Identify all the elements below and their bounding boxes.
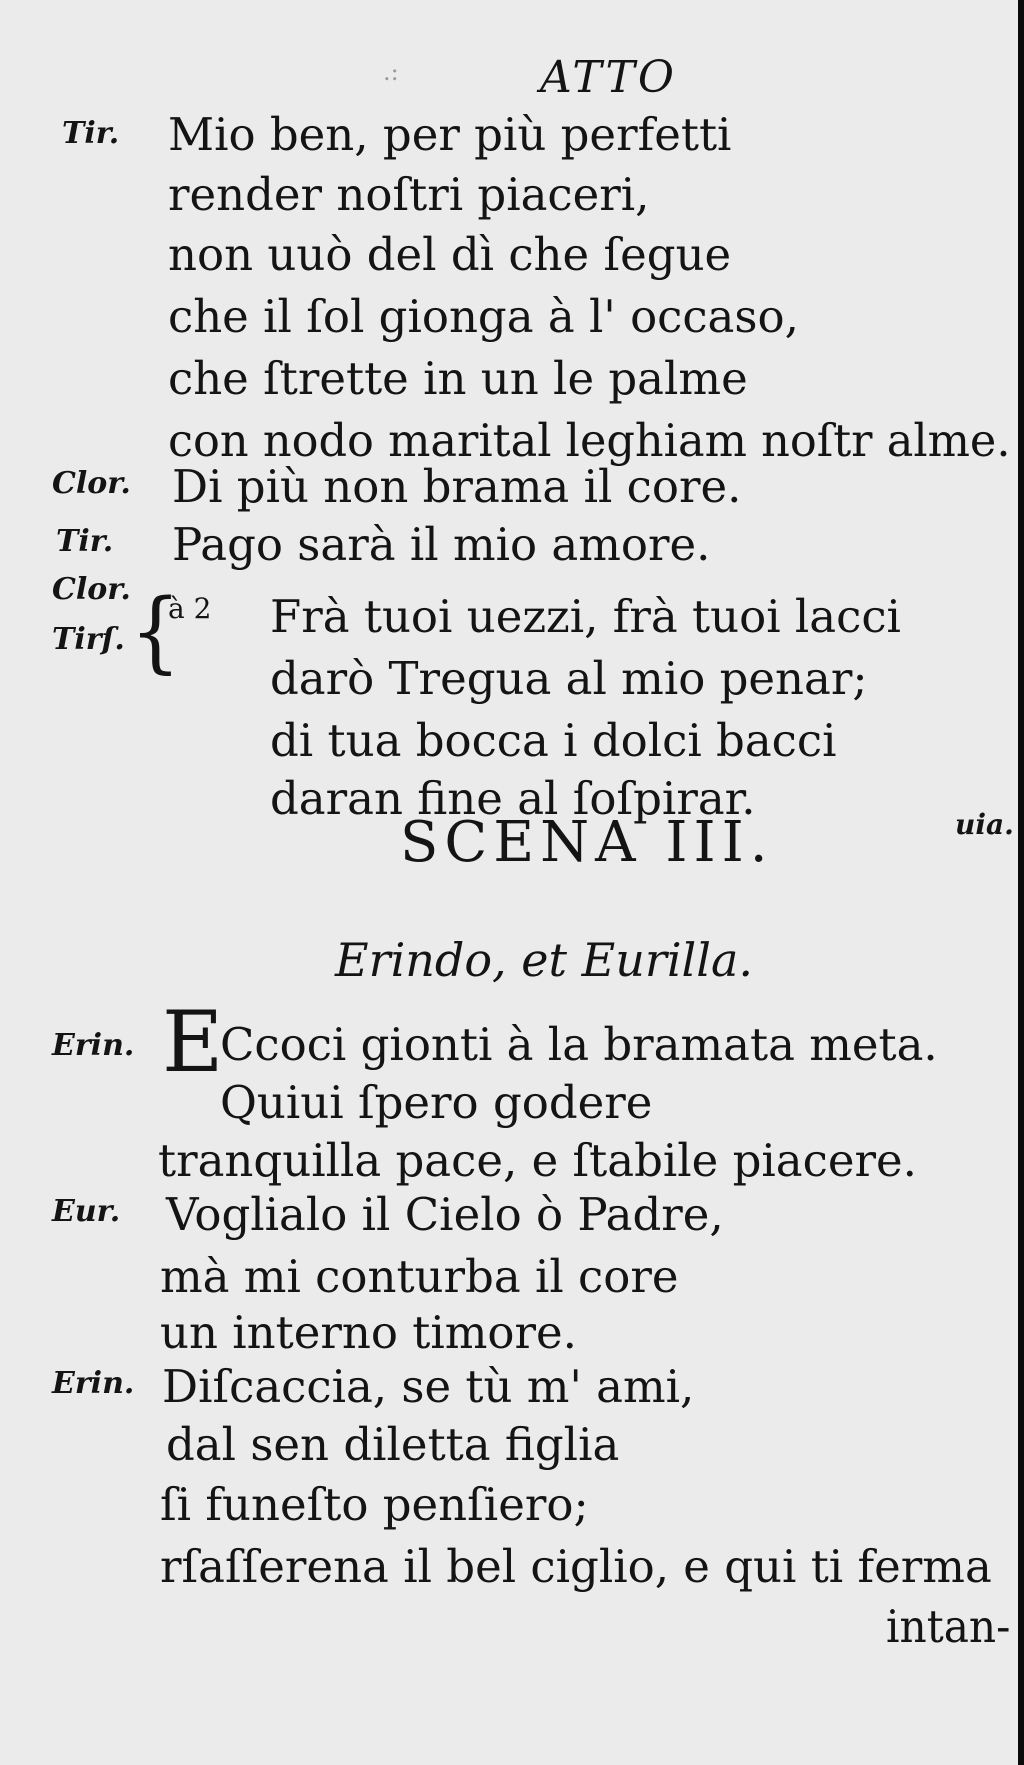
verse-line: Frà tuoi uezzi, frà tuoi lacci xyxy=(270,590,901,643)
scene-persons: Erindo, et Eurilla. xyxy=(335,933,753,987)
speaker-label: Tirſ. xyxy=(52,622,125,657)
catchword: intan- xyxy=(886,1600,1011,1653)
verse-line: con nodo marital leghiam noſtr alme. xyxy=(168,414,1011,467)
verse-line: che il ſol gionga à l' occaso, xyxy=(168,290,799,343)
verse-line: Voglialo il Cielo ò Padre, xyxy=(166,1188,724,1241)
verse-line: di tua bocca i dolci bacci xyxy=(270,714,837,767)
brace-icon: { xyxy=(130,580,181,683)
verse-line: rſaſſerena il bel ciglio, e qui ti ferma xyxy=(160,1540,992,1593)
verse-line: Diſcaccia, se tù m' ami, xyxy=(162,1360,695,1413)
running-header: ATTO xyxy=(540,52,677,103)
verse-line: Quiui ſpero godere xyxy=(220,1076,653,1129)
drop-cap: E xyxy=(162,993,224,1091)
verse-line: ſi funeſto penſiero; xyxy=(160,1478,589,1531)
verse-line: che ſtrette in un le palme xyxy=(168,352,748,405)
speaker-label: Erin. xyxy=(52,1028,135,1063)
speaker-label: Clor. xyxy=(52,466,131,501)
verse-line: Ccoci gionti à la bramata meta. xyxy=(220,1018,938,1071)
verse-line: mà mi conturba il core xyxy=(160,1250,679,1303)
stage-direction: à 2 xyxy=(168,592,212,625)
verse-line: non uuò del dì che ſegue xyxy=(168,228,732,281)
speaker-label: Tir. xyxy=(62,116,120,151)
scene-title: SCENA III. xyxy=(400,810,774,875)
header-ornament: .: xyxy=(383,58,399,86)
verse-line: dal sen diletta figlia xyxy=(166,1418,620,1471)
edge-mark: uia. xyxy=(955,808,1014,841)
speaker-label: Eur. xyxy=(52,1194,121,1229)
verse-line: Pago sarà il mio amore. xyxy=(172,518,711,571)
verse-line: Di più non brama il core. xyxy=(172,460,742,513)
speaker-label: Erin. xyxy=(52,1366,135,1401)
verse-line: Mio ben, per più perfetti xyxy=(168,108,732,161)
verse-line: un interno timore. xyxy=(160,1306,577,1359)
verse-line: darò Tregua al mio penar; xyxy=(270,652,868,705)
verse-line: daran fine al ſoſpirar. xyxy=(270,772,756,825)
verse-line: tranquilla pace, e ſtabile piacere. xyxy=(158,1134,917,1187)
speaker-label: Clor. xyxy=(52,572,131,607)
verse-line: render noſtri piaceri, xyxy=(168,168,650,221)
speaker-label: Tir. xyxy=(56,524,114,559)
